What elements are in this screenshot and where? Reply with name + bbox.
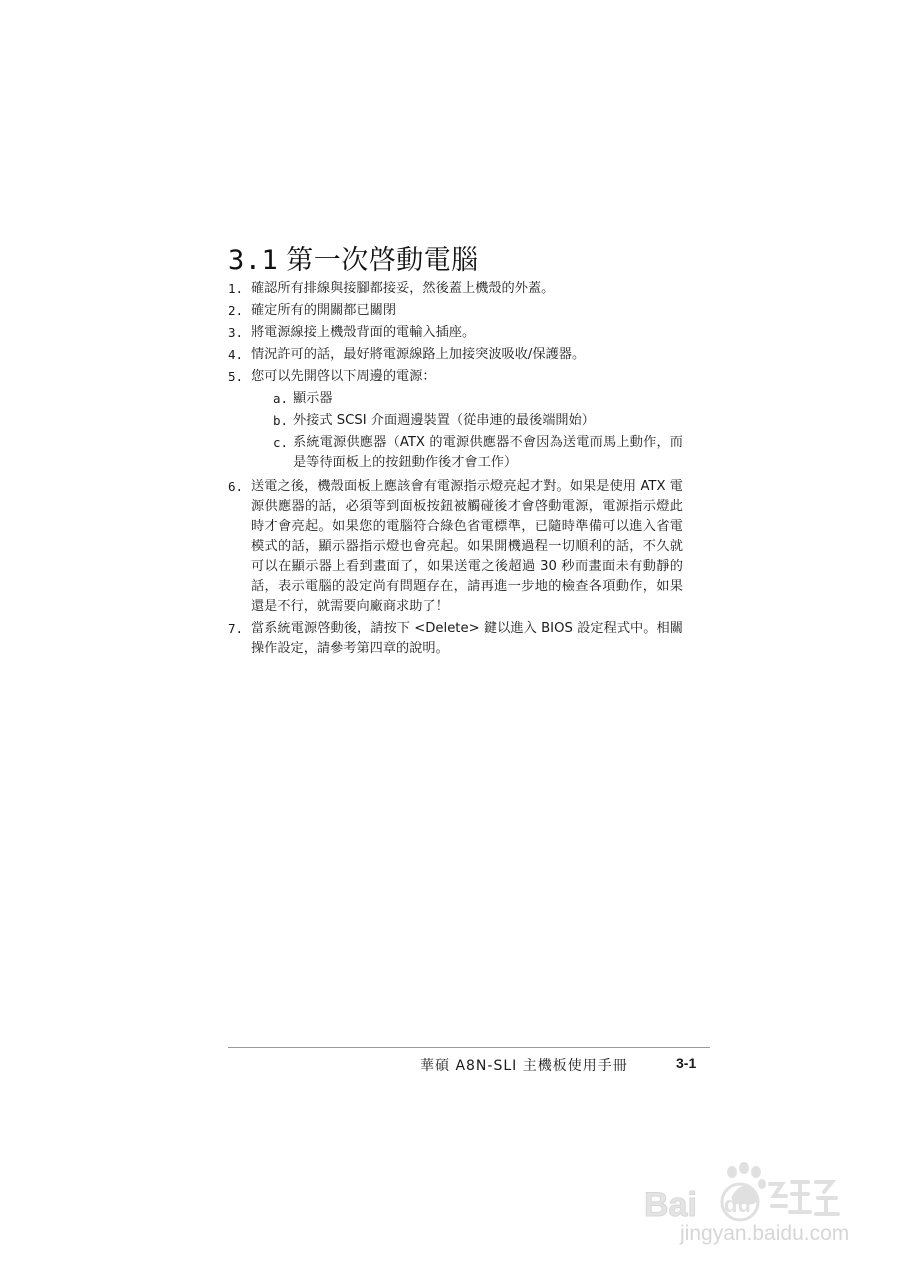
list-item: [228, 345, 683, 365]
item-number: 4.: [228, 347, 244, 362]
peripheral-sub-list: [273, 389, 683, 473]
item-text: 您可以先開啓以下周邊的電源：: [251, 369, 436, 384]
section-number: 3.1: [228, 245, 279, 276]
list-item: [228, 477, 683, 617]
item-text: 情況許可的話，最好將電源線路上加接突波吸收/保護器。: [251, 347, 586, 362]
footer-manual-title: 華碩 A8N-SLI 主機板使用手冊: [420, 1058, 628, 1074]
item-number: 2.: [228, 303, 244, 318]
list-item: [228, 279, 683, 299]
list-item: [228, 301, 683, 321]
sub-item-label: c.: [273, 435, 289, 450]
baidu-watermark: [640, 1140, 860, 1250]
item-number: 3.: [228, 325, 244, 340]
startup-steps-list: [228, 279, 683, 661]
item-text: 當系統電源啓動後，請按下 <Delete> 鍵以進入 BIOS 設定程式中。相關操作設定，請參考第四章的說明。: [251, 621, 683, 656]
sub-list-item: [273, 433, 683, 473]
svg-text:Bai: Bai: [644, 1186, 697, 1222]
item-text: 確定所有的開關都已關閉: [251, 303, 397, 318]
item-text: 將電源線接上機殼背面的電輸入插座。: [251, 325, 476, 340]
footer-divider: [228, 1047, 710, 1048]
item-body: [251, 367, 683, 475]
list-item: [228, 367, 683, 475]
svg-text:du: du: [724, 1192, 751, 1217]
item-number: 7.: [228, 621, 244, 636]
sub-item-label: b.: [273, 413, 289, 428]
sub-item-text: 外接式 SCSI 介面週邊裝置（從串連的最後端開始）: [293, 413, 595, 428]
sub-item-text: 系統電源供應器（ATX 的電源供應器不會因為送電而馬上動作，而是等待面板上的按鈕動作後才會工作）: [293, 435, 683, 470]
item-text: 送電之後，機殼面板上應該會有電源指示燈亮起才對。如果是使用 ATX 電源供應器的話，必須等到面板按鈕被觸碰後才會啓動電源，電源指示燈此時才會亮起。如果您的電腦符合綠色省電標準，已隨時準備可以進入省電模式的話，顯示器指示燈也會亮起。如果開機過程一切順利的話，不久就可以在顯示器上看到畫面了，如果送電之後超過 30 秒而畫面未有動靜的話，表示電腦的設定尚有問題存在，請再進一步地的檢查各項動作，如果還是不行，就需要向廠商求助了！: [251, 479, 683, 614]
baidu-jingyan-logo-icon: [640, 1162, 860, 1222]
list-item: [228, 619, 683, 659]
list-item: [228, 323, 683, 343]
section-title: 第一次啓動電腦: [286, 245, 479, 276]
page-number: 3-1: [676, 1055, 697, 1071]
sub-item-text: 顯示器: [293, 391, 333, 406]
item-number: 1.: [228, 281, 244, 296]
item-number: 6.: [228, 479, 244, 494]
item-number: 5.: [228, 369, 244, 384]
section-heading: [228, 238, 479, 277]
watermark-url: jingyan.baidu.com: [680, 1222, 850, 1245]
item-text: 確認所有排線與接腳都接妥，然後蓋上機殼的外蓋。: [251, 281, 555, 296]
sub-list-item: [273, 411, 683, 431]
sub-item-label: a.: [273, 391, 289, 406]
sub-list-item: [273, 389, 683, 409]
